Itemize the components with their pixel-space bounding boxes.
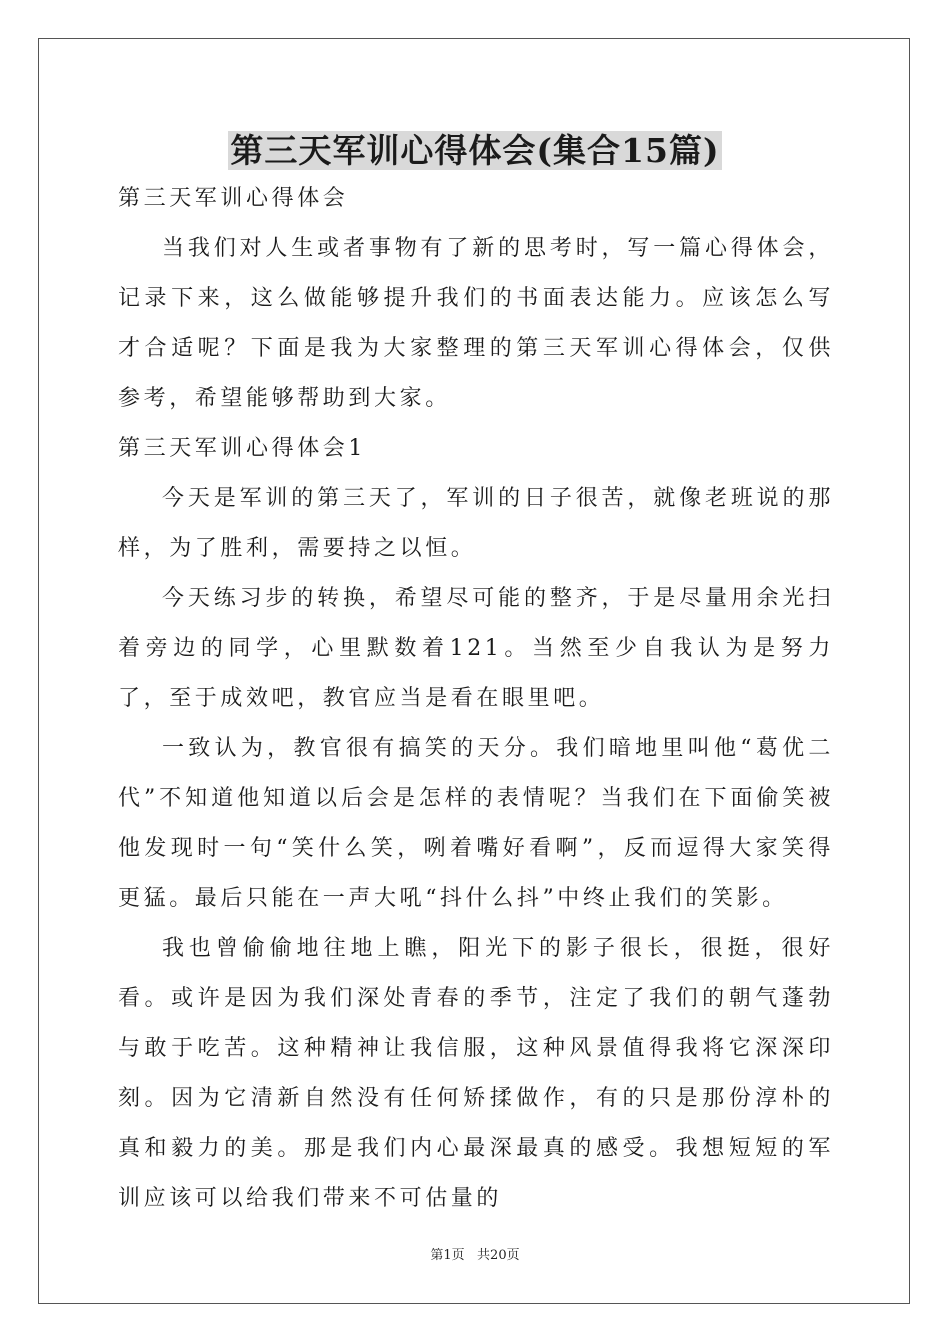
document-title [0,128,950,174]
section-heading: 第三天军训心得体会 [118,186,349,211]
body-paragraph: 今天是军训的第三天了，军训的日子很苦，就像老班说的那样，为了胜利，需要持之以恒。 [118,486,834,561]
page-footer: 第1页 共20页 [430,1248,520,1263]
section-heading-1: 第三天军训心得体会1 [118,436,366,461]
body-paragraph: 我也曾偷偷地往地上瞧，阳光下的影子很长，很挺，很好看。或许是因为我们深处青春的季节，注定了我们的朝气蓬勃与敢于吃苦。这种精神让我信服，这种风景值得我将它深深印刻。因为它清新自然没有任何矫揉做作，有的只是那份淳朴的真和毅力的美。那是我们内心最深最真的感受。我想短短的军训应该可以给我们带来不可估量的 [118,936,834,1211]
document-title-text: 第三天军训心得体会(集合15篇) [230,131,720,170]
body-paragraph: 一致认为，教官很有搞笑的天分。我们暗地里叫他“葛优二代”不知道他知道以后会是怎样的表情呢？当我们在下面偷笑被他发现时一句“笑什么笑，咧着嘴好看啊”，反而逗得大家笑得更猛。最后只能在一声大吼“抖什么抖”中终止我们的笑影。 [118,736,834,911]
document-body [118,174,834,1224]
intro-paragraph: 当我们对人生或者事物有了新的思考时，写一篇心得体会，记录下来，这么做能够提升我们的书面表达能力。应该怎么写才合适呢？下面是我为大家整理的第三天军训心得体会，仅供参考，希望能够帮助到大家。 [118,236,834,411]
body-paragraph: 今天练习步的转换，希望尽可能的整齐，于是尽量用余光扫着旁边的同学，心里默数着121。当然至少自我认为是努力了，至于成效吧，教官应当是看在眼里吧。 [118,586,834,711]
